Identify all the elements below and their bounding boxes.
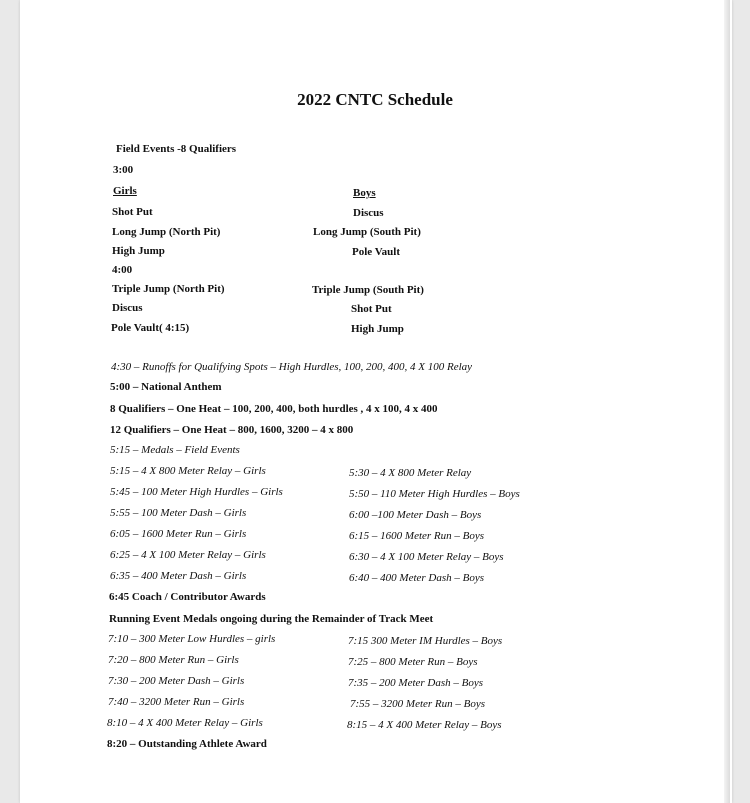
boys-race-line: 6:30 – 4 X 100 Meter Relay – Boys <box>349 551 504 563</box>
runoffs-line: 4:30 – Runoffs for Qualifying Spots – High Hurdles, 100, 200, 400, 4 X 100 Relay <box>111 361 473 373</box>
boys-label: Boys <box>353 187 376 199</box>
boys-race-line: 8:15 – 4 X 400 Meter Relay – Boys <box>347 719 502 731</box>
girls-race-line: 8:10 – 4 X 400 Meter Relay – Girls <box>107 717 263 729</box>
girls-race-line: 7:10 – 300 Meter Low Hurdles – girls <box>108 633 276 645</box>
boys-race-line: 5:50 – 110 Meter High Hurdles – Boys <box>349 488 520 500</box>
page-edge-shadow <box>724 0 730 803</box>
page-title: 2022 CNTC Schedule <box>297 90 453 109</box>
girls-race-line: 6:35 – 400 Meter Dash – Girls <box>110 570 247 582</box>
girls-race-line: 7:20 – 800 Meter Run – Girls <box>108 654 239 666</box>
boys-event-pole-vault: Pole Vault <box>352 246 400 258</box>
boys-race-line: 7:35 – 200 Meter Dash – Boys <box>348 677 484 689</box>
boys-event-discus: Discus <box>353 207 384 219</box>
boys-race-line: 6:40 – 400 Meter Dash – Boys <box>349 572 485 584</box>
boys-race-line: 6:00 –100 Meter Dash – Boys <box>349 509 482 521</box>
time-4-00: 4:00 <box>112 264 133 276</box>
girls-race-line: 6:05 – 1600 Meter Run – Girls <box>110 528 247 540</box>
girls-event-discus: Discus <box>112 302 143 314</box>
boys-race-line: 6:15 – 1600 Meter Run – Boys <box>349 530 485 542</box>
girls-race-line: 7:40 – 3200 Meter Run – Girls <box>108 696 245 708</box>
time-3-00: 3:00 <box>113 164 134 176</box>
girls-event-long-jump: Long Jump (North Pit) <box>112 226 221 238</box>
boys-race-line: 5:30 – 4 X 800 Meter Relay <box>349 467 472 479</box>
girls-race-line: 5:15 – 4 X 800 Meter Relay – Girls <box>110 465 266 477</box>
qualifiers-8-line: 8 Qualifiers – One Heat – 100, 200, 400, both hurdles , 4 x 100, 4 x 400 <box>110 403 438 415</box>
coach-awards-line: 6:45 Coach / Contributor Awards <box>109 591 266 603</box>
field-events-header: Field Events -8 Qualifiers <box>116 143 237 155</box>
qualifiers-12-line: 12 Qualifiers – One Heat – 800, 1600, 3200 – 4 x 800 <box>110 424 354 436</box>
outstanding-athlete-line: 8:20 – Outstanding Athlete Award <box>107 738 267 750</box>
boys-race-line: 7:25 – 800 Meter Run – Boys <box>348 656 478 668</box>
girls-race-line: 5:55 – 100 Meter Dash – Girls <box>110 507 247 519</box>
boys-race-line: 7:15 300 Meter IM Hurdles – Boys <box>348 635 503 647</box>
girls-race-line: 5:45 – 100 Meter High Hurdles – Girls <box>110 486 283 498</box>
field-medals-line: 5:15 – Medals – Field Events <box>110 444 240 456</box>
anthem-line: 5:00 – National Anthem <box>110 381 222 393</box>
running-medals-line: Running Event Medals ongoing during the Remainder of Track Meet <box>109 613 434 625</box>
girls-event-triple-jump: Triple Jump (North Pit) <box>112 283 225 295</box>
girls-label: Girls <box>113 185 137 197</box>
boys-event-triple-jump: Triple Jump (South Pit) <box>312 284 424 296</box>
girls-event-pole-vault: Pole Vault( 4:15) <box>111 322 190 334</box>
boys-race-line: 7:55 – 3200 Meter Run – Boys <box>350 698 486 710</box>
boys-event-long-jump: Long Jump (South Pit) <box>313 226 421 238</box>
boys-event-shot-put: Shot Put <box>351 303 392 315</box>
boys-event-high-jump: High Jump <box>351 323 404 335</box>
girls-race-line: 6:25 – 4 X 100 Meter Relay – Girls <box>110 549 266 561</box>
girls-event-shot-put: Shot Put <box>112 206 153 218</box>
girls-event-high-jump: High Jump <box>112 245 165 257</box>
girls-race-line: 7:30 – 200 Meter Dash – Girls <box>108 675 245 687</box>
